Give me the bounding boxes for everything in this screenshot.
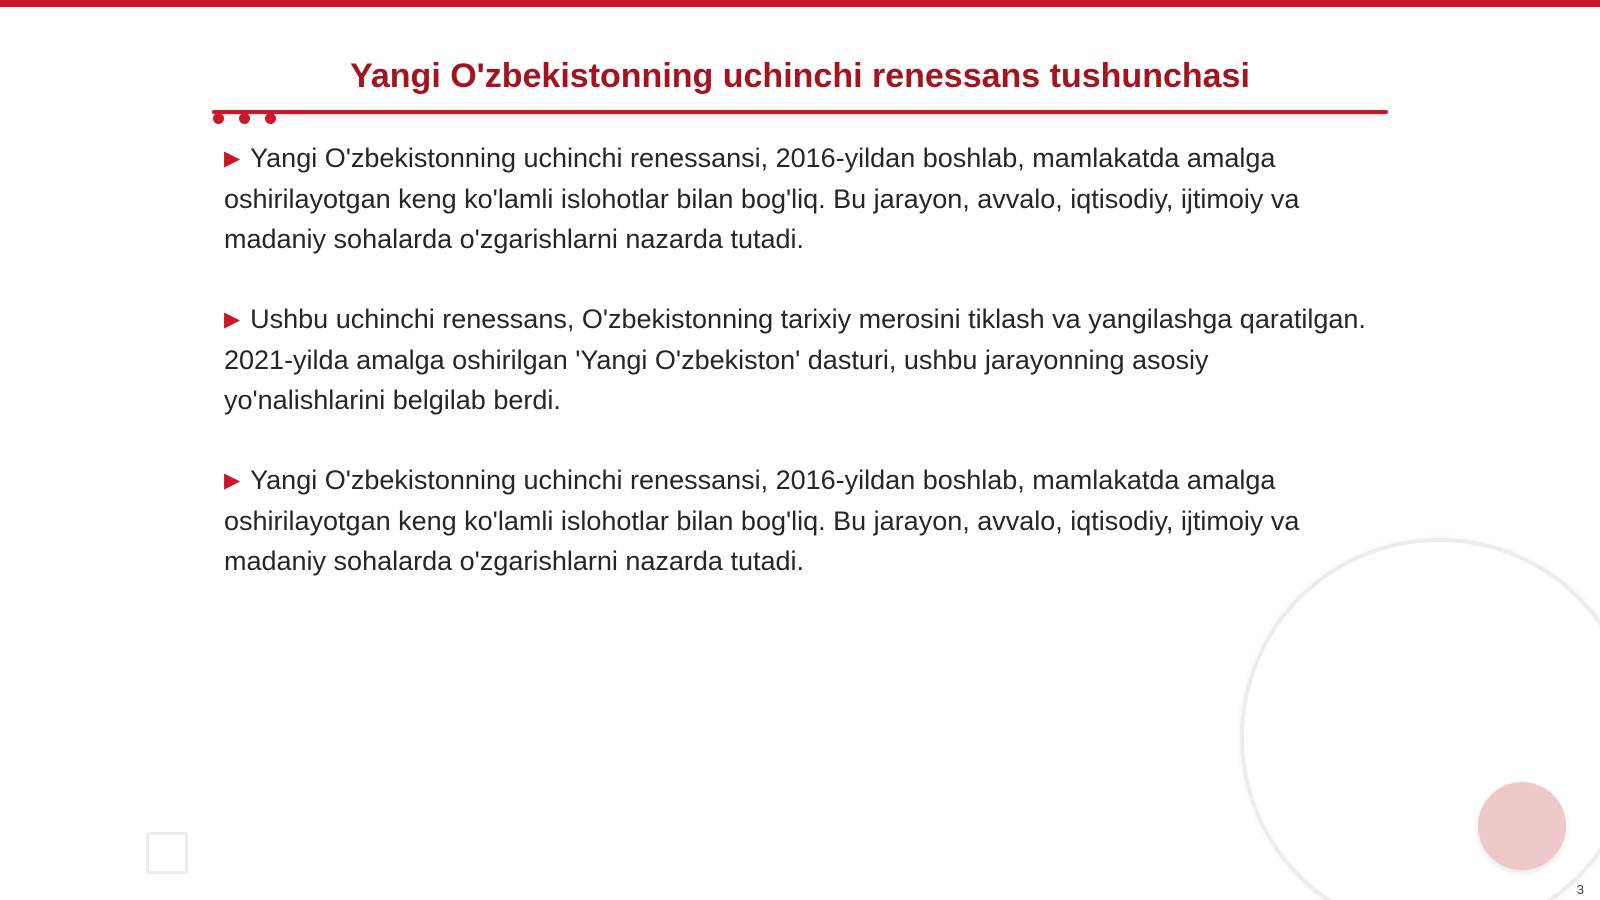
bullet-item (224, 138, 1374, 259)
bullet-text: Ushbu uchinchi renessans, O'zbekistonning tarixiy merosini tiklash va yangilashga qaratilgan. 2021-yilda amalga oshirilgan 'Yangi O'zbekiston' dasturi, ushbu jarayonning asosiy yo'nalishlarini belgilab berdi. (224, 304, 1366, 415)
title-underline (212, 110, 1388, 114)
decorative-square (146, 832, 188, 874)
bullet-text: Yangi O'zbekistonning uchinchi renessansi, 2016-yildan boshlab, mamlakatda amalga oshirilayotgan keng ko'lamli islohotlar bilan bog'liq. Bu jarayon, avvalo, iqtisodiy, ijtimoiy va madaniy sohalarda o'zgarishlarni nazarda tutadi. (224, 465, 1300, 576)
decorative-dot (213, 113, 224, 124)
triangle-bullet-icon: ▶ (224, 147, 241, 170)
bullet-item (224, 299, 1374, 420)
triangle-bullet-icon: ▶ (224, 308, 241, 331)
decorative-dot (239, 113, 250, 124)
bullet-item (224, 460, 1374, 581)
decorative-dot (265, 113, 276, 124)
slide-title: Yangi O'zbekistonning uchinchi renessans tushunchasi (350, 57, 1250, 95)
decorative-circle (1478, 782, 1566, 870)
triangle-bullet-icon: ▶ (224, 469, 241, 492)
top-accent-bar (0, 0, 1600, 7)
bullet-list (224, 138, 1374, 621)
page-number: 3 (1576, 882, 1584, 897)
bullet-text: Yangi O'zbekistonning uchinchi renessansi, 2016-yildan boshlab, mamlakatda amalga oshirilayotgan keng ko'lamli islohotlar bilan bog'liq. Bu jarayon, avvalo, iqtisodiy, ijtimoiy va madaniy sohalarda o'zgarishlarni nazarda tutadi. (224, 143, 1300, 254)
